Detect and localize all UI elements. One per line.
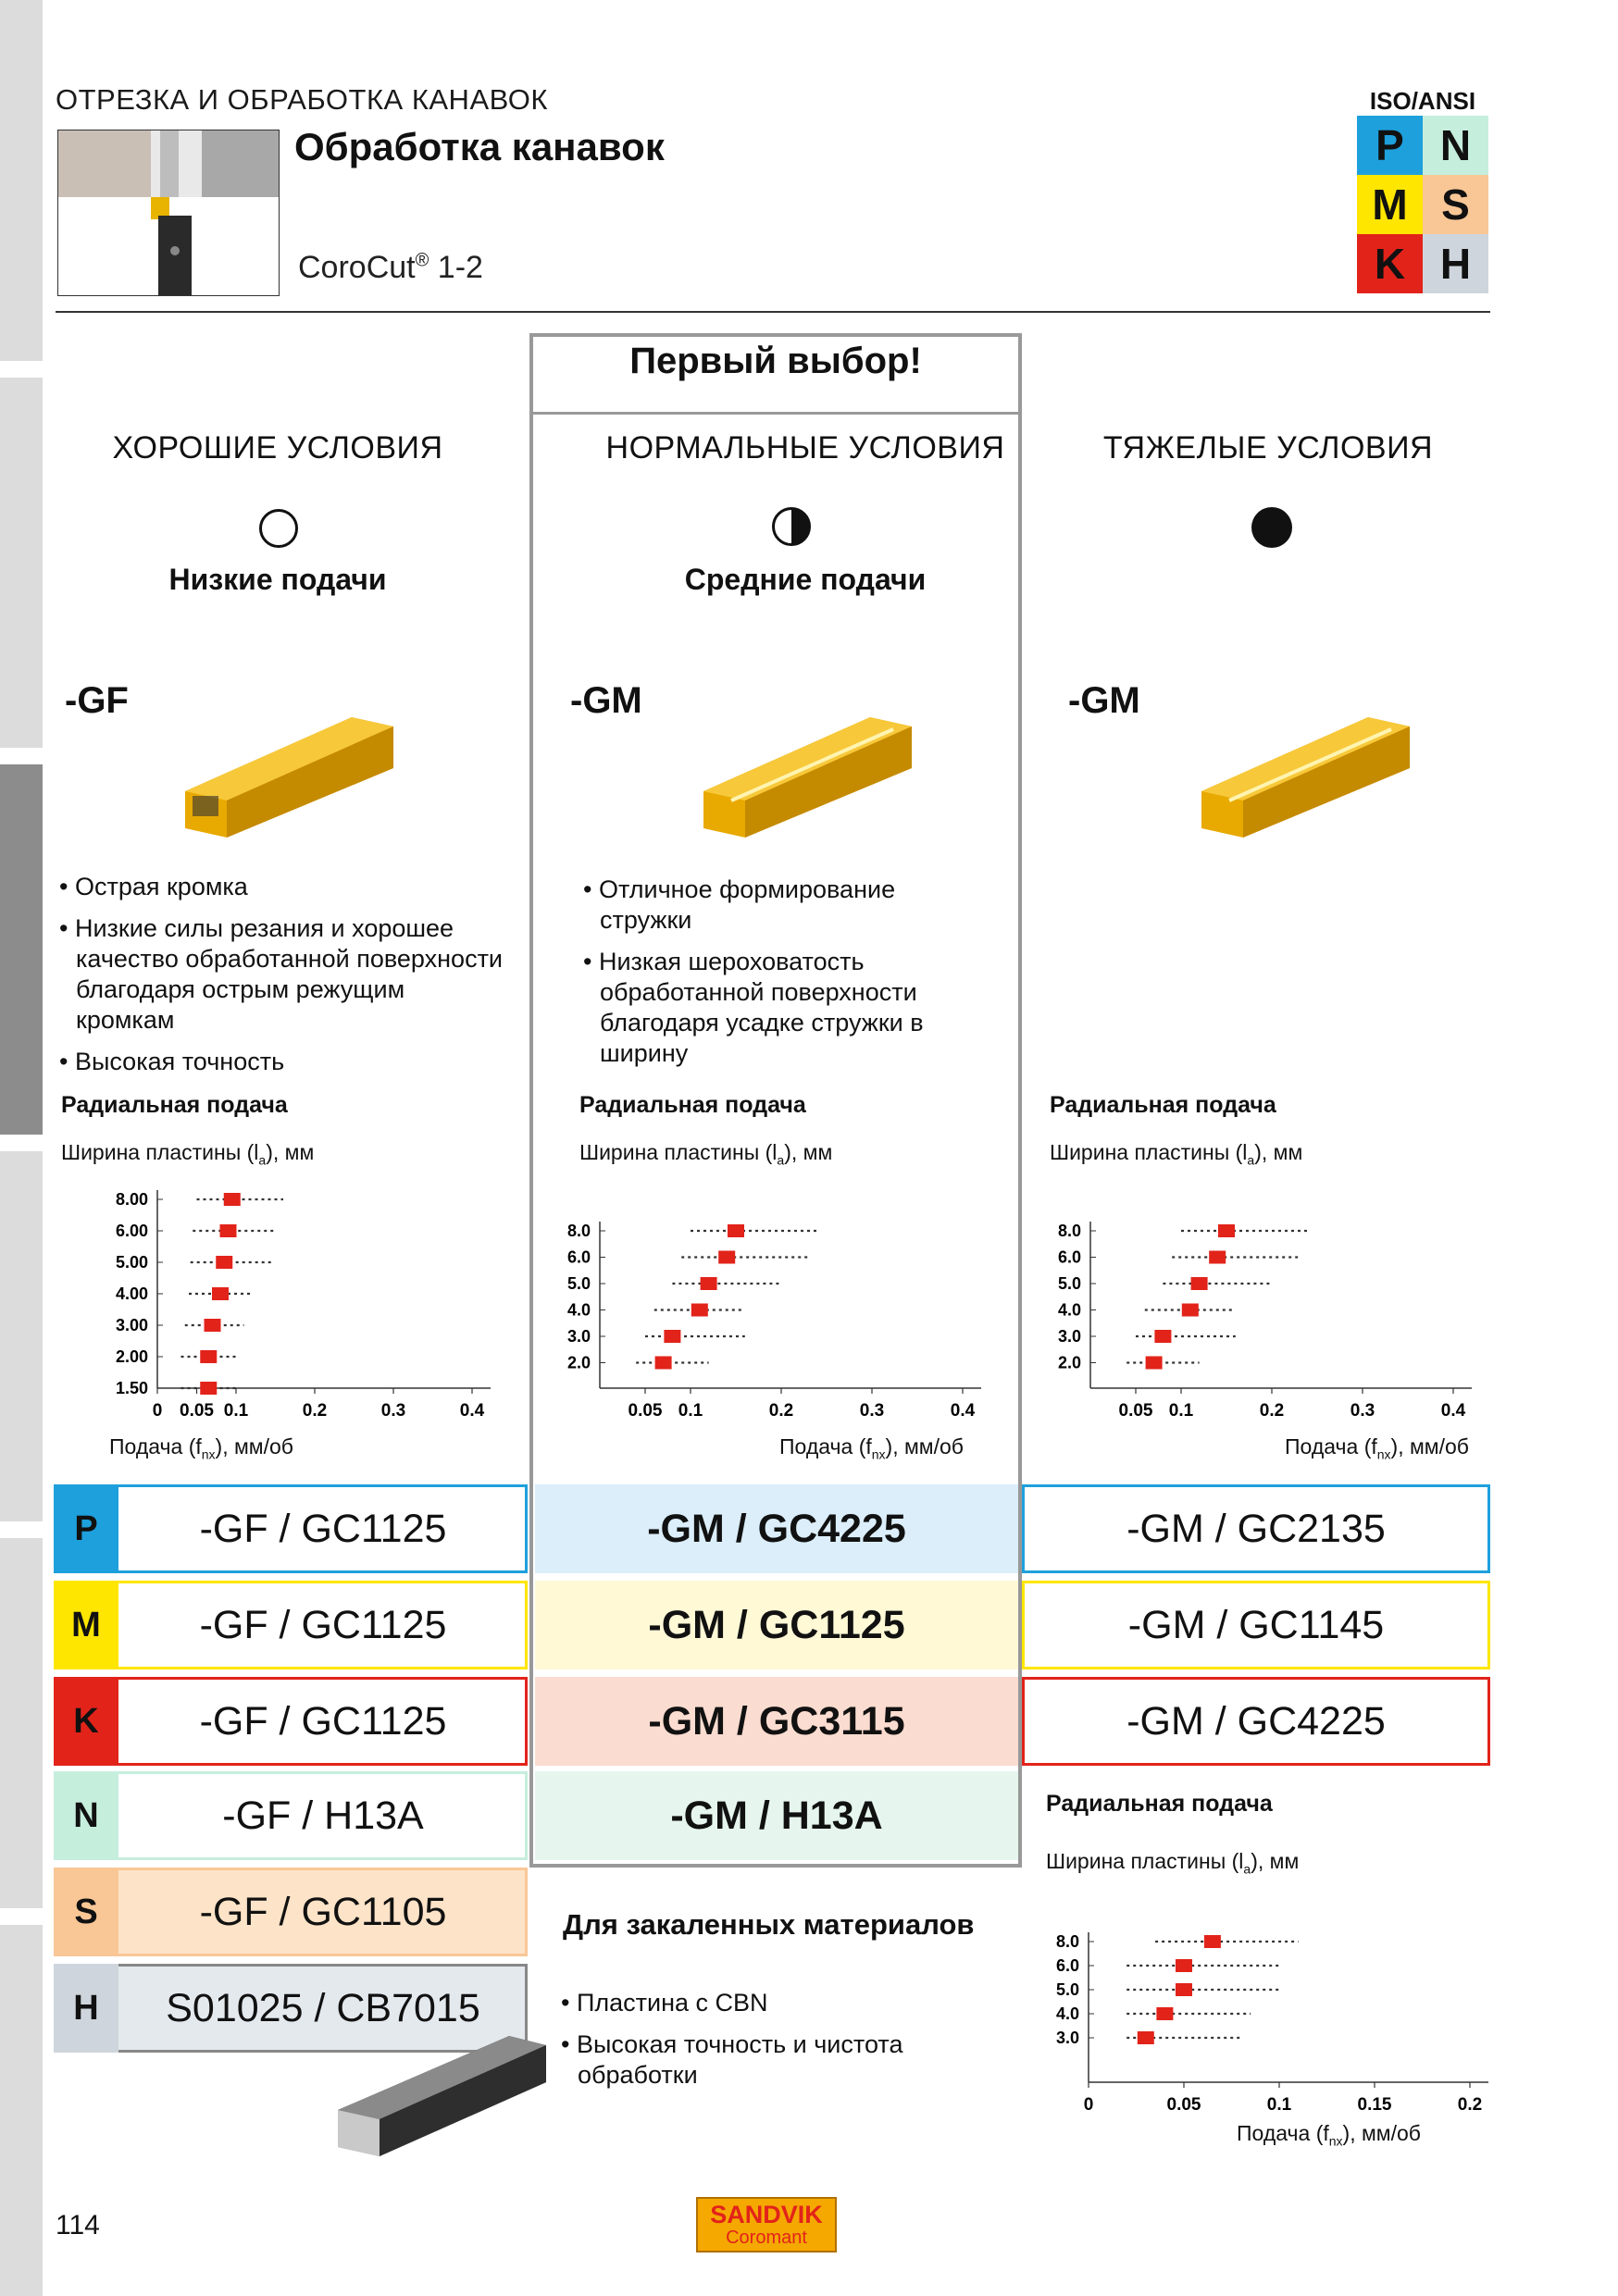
iso-cell-n: N xyxy=(54,1771,118,1860)
grade-gf: -GF / GC1125 xyxy=(199,1506,447,1551)
feed-medium: Средние подачи xyxy=(684,563,927,596)
recommended-feed-marker xyxy=(655,1357,672,1370)
chart-xlabel: Подача $(f_{nx})$, мм/об xyxy=(1285,1434,1469,1462)
feed-chart-gm xyxy=(555,1203,1000,1434)
first-choice-label: Первый выбор! xyxy=(629,341,922,381)
x-tick-label: 0.1 xyxy=(223,1401,249,1421)
insert-gm-image xyxy=(694,699,916,851)
recommended-feed-marker xyxy=(1209,1251,1226,1264)
circle-half-icon xyxy=(772,507,811,546)
bullet-item: • Высокая точность xyxy=(59,1047,504,1077)
header-divider xyxy=(56,311,1490,313)
grade-gm: -GM / GC1125 xyxy=(535,1581,1018,1669)
x-tick-label: 0.05 xyxy=(628,1401,663,1421)
iso-cell-n: N xyxy=(1423,116,1488,175)
page-title: Обработка канавок xyxy=(294,125,665,168)
category-header: ОТРЕЗКА И ОБРАБОТКА КАНАВОК xyxy=(56,83,548,116)
sandvik-logo: SANDVIK Coromant xyxy=(696,2197,837,2253)
bullet-item: • Пластина с CBN xyxy=(561,1988,996,2018)
y-tick-label: 8.00 xyxy=(115,1190,148,1209)
y-tick-label: 5.0 xyxy=(566,1274,591,1293)
grade-gf: -GF / GC1125 xyxy=(199,1698,447,1744)
chart-ylabel: Ширина пластины $(l_a)$, мм xyxy=(1046,1849,1300,1877)
condition-heavy: ТЯЖЕЛЫЕ УСЛОВИЯ xyxy=(1102,430,1434,465)
x-tick-label: 0.05 xyxy=(1166,2095,1201,2115)
y-tick-label: 4.0 xyxy=(1055,2004,1079,2023)
type-gm: -GM xyxy=(570,680,642,721)
recommended-feed-marker xyxy=(1156,2007,1173,2020)
recommended-feed-marker xyxy=(220,1224,237,1237)
grade-heavy: -GM / GC4225 xyxy=(1022,1677,1490,1766)
iso-label: ISO/ANSI xyxy=(1369,87,1476,115)
bullet-item: • Острая кромка xyxy=(59,872,504,902)
x-tick-label: 0 xyxy=(1083,2095,1094,2115)
side-tab xyxy=(0,0,43,361)
recommended-feed-marker xyxy=(1204,1935,1221,1948)
grooving-illustration xyxy=(57,130,280,296)
iso-cell-p: P xyxy=(1357,116,1423,175)
bullet-item: • Низкие силы резания и хорошее качество обработанной поверхности благодаря острым режущим кромкам xyxy=(59,913,504,1036)
product-line: CoroCut® 1-2 xyxy=(298,250,483,285)
x-tick-label: 0.1 xyxy=(1168,1401,1194,1421)
x-tick-label: 0.2 xyxy=(302,1401,328,1421)
type-gf: -GF xyxy=(65,680,129,721)
x-tick-label: 0.4 xyxy=(1440,1401,1466,1421)
feed-chart-gm-heavy xyxy=(1046,1203,1490,1434)
x-tick-label: 0.05 xyxy=(180,1401,214,1421)
recommended-feed-marker xyxy=(718,1251,735,1264)
iso-cell-k: K xyxy=(1357,234,1423,293)
iso-cell-p: P xyxy=(54,1484,118,1573)
recommended-feed-marker xyxy=(1176,1959,1192,1972)
x-tick-label: 0.3 xyxy=(859,1401,885,1421)
recommended-feed-marker xyxy=(205,1319,221,1332)
chart-ylabel: Ширина пластины $(l_a)$, мм xyxy=(1050,1140,1303,1168)
page-number: 114 xyxy=(56,2210,100,2240)
recommended-feed-marker xyxy=(1182,1304,1199,1317)
y-tick-label: 5.0 xyxy=(1057,1274,1081,1293)
x-tick-label: 0.2 xyxy=(1259,1401,1285,1421)
side-tab xyxy=(0,1925,43,2296)
feed-chart-gf xyxy=(56,1175,500,1434)
side-tab xyxy=(0,1151,43,1521)
chart-ylabel: Ширина пластины $(l_a)$, мм xyxy=(579,1140,833,1168)
insert-gf-image xyxy=(176,699,398,851)
grade-gf: S01025 / CB7015 xyxy=(166,1985,480,2030)
iso-cell-h: H xyxy=(54,1964,118,2053)
y-tick-label: 2.00 xyxy=(115,1347,148,1366)
y-tick-label: 2.0 xyxy=(1057,1353,1081,1372)
x-tick-label: 0.3 xyxy=(380,1401,406,1421)
y-tick-label: 4.00 xyxy=(115,1285,148,1303)
chart-xlabel: Подача $(f_{nx})$, мм/об xyxy=(109,1434,293,1462)
recommended-feed-marker xyxy=(216,1256,232,1269)
recommended-feed-marker xyxy=(1176,1983,1192,1996)
bullets-gm xyxy=(583,875,990,1080)
y-tick-label: 8.0 xyxy=(566,1222,591,1240)
iso-cell-s: S xyxy=(54,1868,118,1956)
iso-cell-k: K xyxy=(54,1677,118,1766)
chart-xlabel: Подача $(f_{nx})$, мм/об xyxy=(779,1434,964,1462)
iso-cell-m: M xyxy=(54,1581,118,1669)
iso-cell-s: S xyxy=(1423,175,1488,234)
y-tick-label: 8.0 xyxy=(1055,1932,1079,1951)
condition-good: ХОРОШИЕ УСЛОВИЯ xyxy=(112,430,443,465)
iso-cell-m: M xyxy=(1357,175,1423,234)
y-tick-label: 4.0 xyxy=(1057,1300,1081,1320)
side-tab-active xyxy=(0,764,43,1135)
grade-gf: -GF / GC1105 xyxy=(199,1889,447,1934)
chart-ylabel: Ширина пластины $(l_a)$, мм xyxy=(61,1140,315,1168)
grade-gf: -GF / GC1125 xyxy=(199,1602,447,1647)
y-tick-label: 4.0 xyxy=(566,1300,591,1320)
grade-gm: -GM / GC3115 xyxy=(535,1677,1018,1766)
x-tick-label: 0.2 xyxy=(768,1401,794,1421)
recommended-feed-marker xyxy=(1146,1357,1163,1370)
x-tick-label: 0.4 xyxy=(459,1401,485,1421)
type-gm-heavy: -GM xyxy=(1068,680,1140,721)
recommended-feed-marker xyxy=(728,1224,744,1237)
bullets-gf xyxy=(59,872,504,1088)
grade-heavy: -GM / GC2135 xyxy=(1022,1484,1490,1573)
condition-normal: НОРМАЛЬНЫЕ УСЛОВИЯ xyxy=(605,430,1005,465)
recommended-feed-marker xyxy=(691,1304,708,1317)
x-tick-label: 0.4 xyxy=(950,1401,976,1421)
insert-cbn-image xyxy=(333,2027,555,2170)
bullet-item: • Низкая шероховатость обработанной поверхности благодаря усадке стружки в ширину xyxy=(583,947,990,1069)
recommended-feed-marker xyxy=(1191,1277,1208,1290)
recommended-feed-marker xyxy=(200,1350,217,1363)
y-tick-label: 3.0 xyxy=(1055,2029,1079,2047)
chart-heading: Радиальная подача xyxy=(61,1092,288,1118)
y-tick-label: 6.0 xyxy=(566,1247,591,1267)
first-choice-divider xyxy=(529,412,1022,415)
grade-gm: -GM / GC4225 xyxy=(535,1484,1018,1573)
y-tick-label: 5.0 xyxy=(1055,1980,1079,1999)
feed-low: Низкие подачи xyxy=(168,563,387,596)
chart-heading: Радиальная подача xyxy=(1050,1092,1276,1118)
chart-heading: Радиальная подача xyxy=(1046,1791,1273,1817)
circle-full-icon xyxy=(1251,507,1292,548)
y-tick-label: 5.00 xyxy=(115,1253,148,1272)
grade-heavy: -GM / GC1145 xyxy=(1022,1581,1490,1669)
y-tick-label: 3.0 xyxy=(1057,1327,1081,1346)
side-tab xyxy=(0,378,43,748)
insert-gm-heavy-image xyxy=(1192,699,1414,851)
iso-cell-h: H xyxy=(1423,234,1488,293)
y-tick-label: 2.0 xyxy=(566,1353,591,1372)
grade-gm: -GM / H13A xyxy=(535,1771,1018,1860)
recommended-feed-marker xyxy=(212,1287,229,1300)
x-tick-label: 0.3 xyxy=(1350,1401,1375,1421)
y-tick-label: 6.0 xyxy=(1055,1956,1079,1975)
bullets-hardened xyxy=(561,1988,996,2102)
x-tick-label: 0.1 xyxy=(678,1401,703,1421)
iso-matrix xyxy=(1357,116,1488,293)
y-tick-label: 1.50 xyxy=(115,1379,148,1397)
bullet-item: • Высокая точность и чистота обработки xyxy=(561,2029,996,2091)
recommended-feed-marker xyxy=(224,1193,241,1206)
y-tick-label: 3.0 xyxy=(566,1327,591,1346)
x-tick-label: 0.15 xyxy=(1357,2095,1392,2115)
x-tick-label: 0.05 xyxy=(1118,1401,1153,1421)
x-tick-label: 0 xyxy=(152,1401,163,1421)
y-tick-label: 6.0 xyxy=(1057,1247,1081,1267)
x-tick-label: 0.1 xyxy=(1266,2095,1292,2115)
x-tick-label: 0.2 xyxy=(1457,2095,1483,2115)
chart-heading: Радиальная подача xyxy=(579,1092,806,1118)
y-tick-label: 3.00 xyxy=(115,1316,148,1334)
recommended-feed-marker xyxy=(664,1330,680,1343)
recommended-feed-marker xyxy=(1218,1224,1235,1237)
y-tick-label: 6.00 xyxy=(115,1222,148,1240)
chart-xlabel: Подача $(f_{nx})$, мм/об xyxy=(1237,2121,1421,2149)
hardened-title: Для закаленных материалов xyxy=(563,1908,975,1941)
side-tab xyxy=(0,1538,43,1908)
y-tick-label: 8.0 xyxy=(1057,1222,1081,1240)
bullet-item: • Отличное формирование стружки xyxy=(583,875,990,936)
recommended-feed-marker xyxy=(1138,2031,1154,2044)
recommended-feed-marker xyxy=(1154,1330,1171,1343)
circle-empty-icon xyxy=(259,509,298,548)
recommended-feed-marker xyxy=(701,1277,717,1290)
feed-chart-hardened xyxy=(1037,1925,1490,2128)
grade-gf: -GF / H13A xyxy=(222,1793,424,1838)
recommended-feed-marker xyxy=(200,1382,217,1395)
